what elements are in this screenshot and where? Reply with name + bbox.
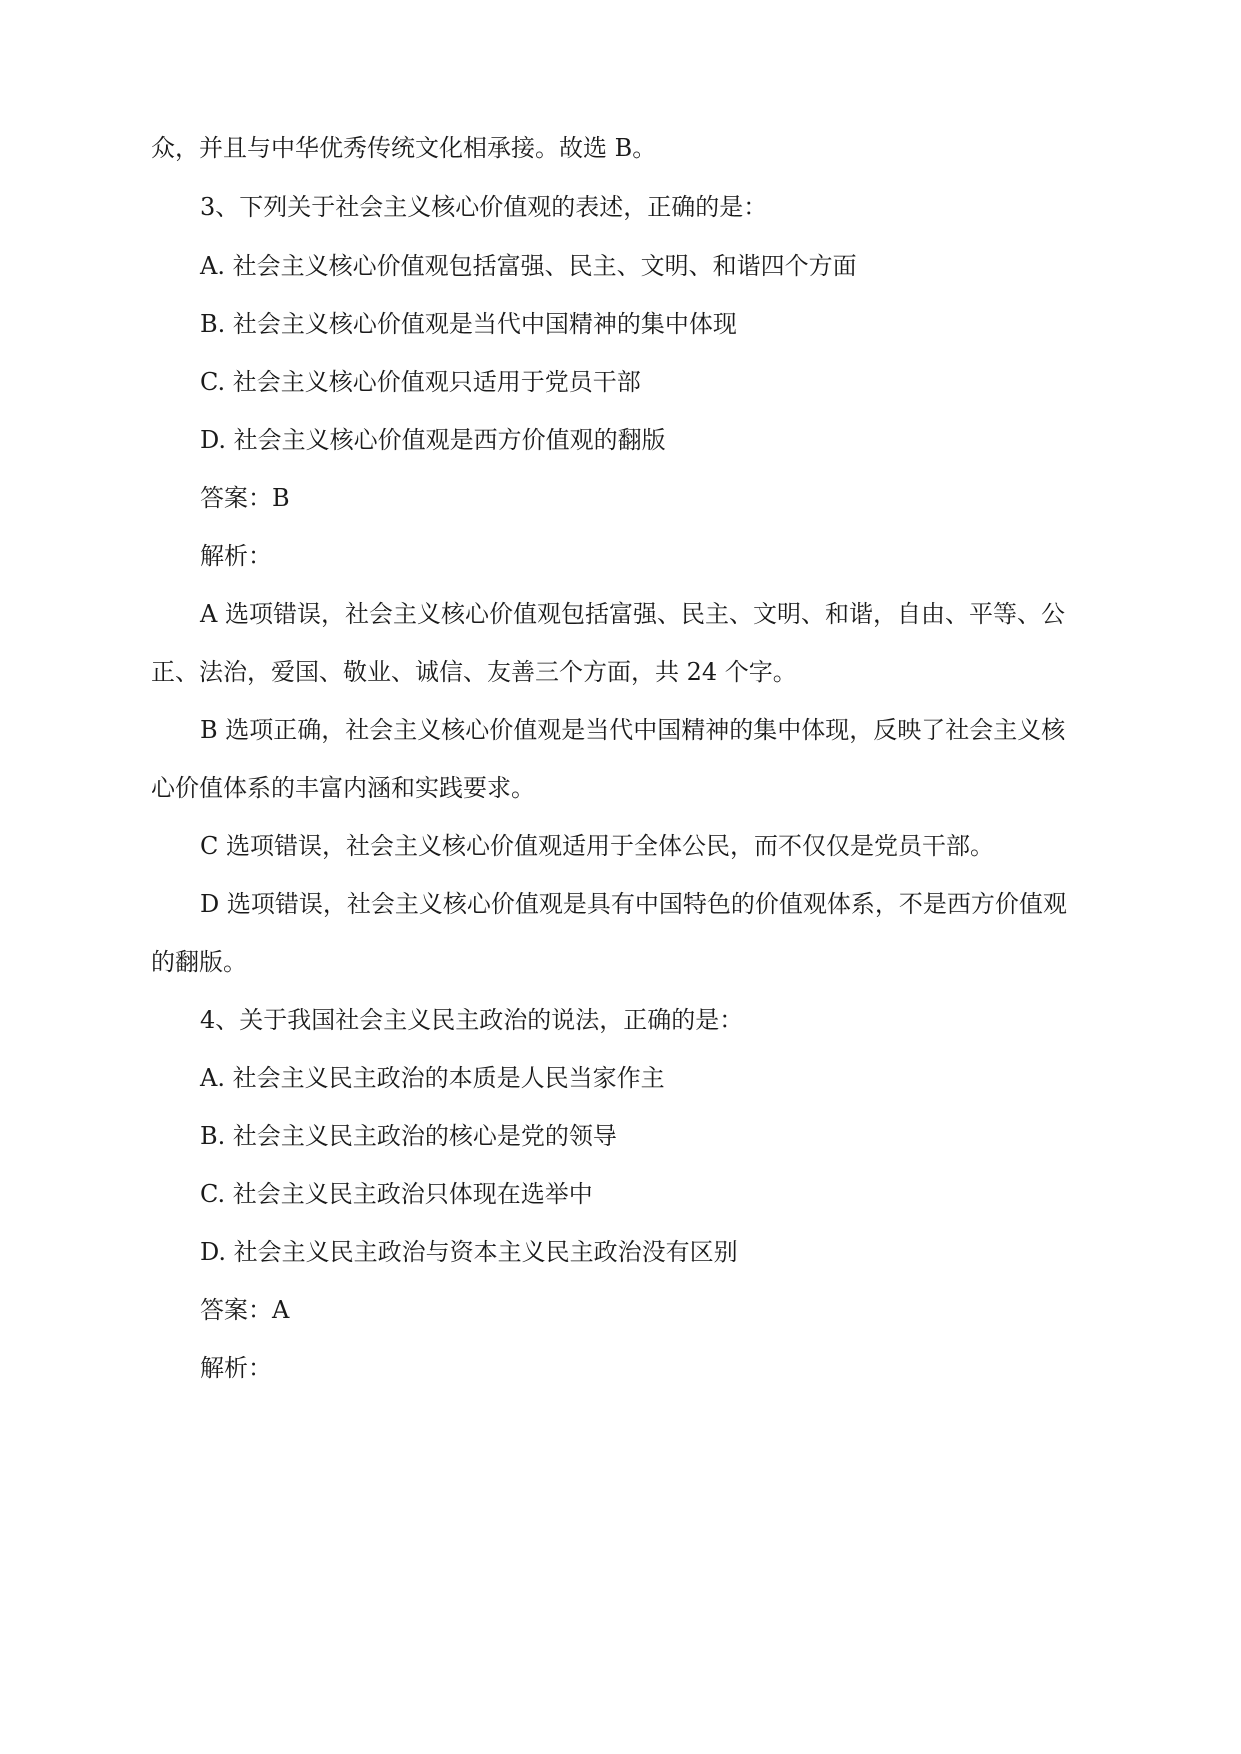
question-3-analysis-line: A 选项错误，社会主义核心价值观包括富强、民主、文明、和谐，自由、平等、公 [200,600,1065,628]
question-3-analysis-line: B 选项正确，社会主义核心价值观是当代中国精神的集中体现，反映了社会主义核 [200,716,1066,744]
question-3-analysis-line: D 选项错误，社会主义核心价值观是具有中国特色的价值观体系，不是西方价值观 [200,890,1067,918]
question-3-option-d: D. 社会主义核心价值观是西方价值观的翻版 [200,426,666,454]
question-3-analysis-line: 心价值体系的丰富内涵和实践要求。 [151,774,535,802]
question-4-analysis-label: 解析： [200,1354,272,1382]
question-3-answer: 答案：B [200,484,290,512]
continuation-text: 众，并且与中华优秀传统文化相承接。故选 B。 [151,134,657,162]
question-4-stem: 4、关于我国社会主义民主政治的说法，正确的是： [200,1006,744,1034]
question-4-option-b: B. 社会主义民主政治的核心是党的领导 [200,1122,617,1150]
question-4-option-d: D. 社会主义民主政治与资本主义民主政治没有区别 [200,1238,738,1266]
question-3-stem: 3、下列关于社会主义核心价值观的表述，正确的是： [200,193,768,221]
question-3-option-c: C. 社会主义核心价值观只适用于党员干部 [200,368,641,396]
question-3-analysis-label: 解析： [200,542,272,570]
question-3-analysis-line: 的翻版。 [151,948,247,976]
question-3-option-a: A. 社会主义核心价值观包括富强、民主、文明、和谐四个方面 [200,252,857,280]
question-4-answer: 答案：A [200,1296,290,1324]
question-3-option-b: B. 社会主义核心价值观是当代中国精神的集中体现 [200,310,737,338]
question-3-analysis-line: C 选项错误，社会主义核心价值观适用于全体公民，而不仅仅是党员干部。 [200,832,994,860]
question-3-analysis-line: 正、法治，爱国、敬业、诚信、友善三个方面，共 24 个字。 [151,658,797,686]
question-4-option-a: A. 社会主义民主政治的本质是人民当家作主 [200,1064,665,1092]
question-4-option-c: C. 社会主义民主政治只体现在选举中 [200,1180,593,1208]
